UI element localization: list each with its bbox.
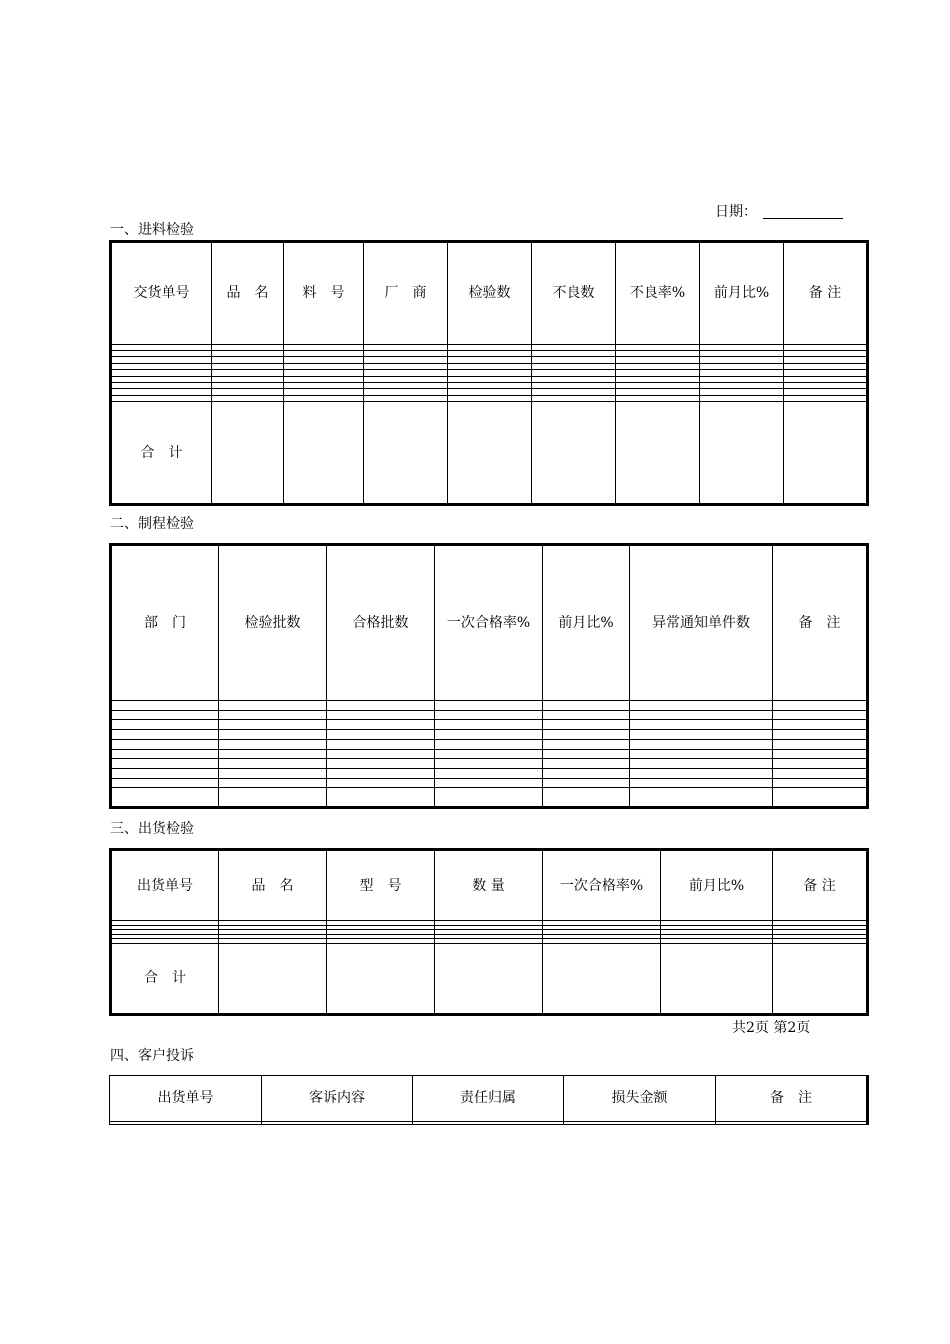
- table-row: [111, 749, 868, 759]
- table-cell[interactable]: [111, 700, 219, 710]
- column-header: 前月比%: [700, 242, 784, 345]
- table-cell[interactable]: [543, 788, 630, 808]
- table-cell[interactable]: [435, 700, 543, 710]
- total-cell[interactable]: [219, 943, 327, 1014]
- total-cell[interactable]: [661, 943, 773, 1014]
- table-cell[interactable]: [327, 759, 435, 769]
- table-cell[interactable]: [630, 768, 773, 778]
- section-title-complaints: 四、客户投诉: [110, 1048, 194, 1064]
- table-cell[interactable]: [327, 788, 435, 808]
- table-cell[interactable]: [327, 739, 435, 749]
- table-cell[interactable]: [773, 739, 868, 749]
- table-cell[interactable]: [773, 720, 868, 730]
- total-cell[interactable]: [327, 943, 435, 1014]
- date-label: 日期：: [715, 204, 757, 220]
- table-cell[interactable]: [111, 730, 219, 740]
- table-cell[interactable]: [773, 710, 868, 720]
- section-title-outgoing: 三、出货检验: [110, 821, 194, 837]
- table-cell[interactable]: [630, 730, 773, 740]
- table-cell[interactable]: [111, 768, 219, 778]
- table-header-row: [111, 850, 868, 921]
- column-header: 客诉内容: [262, 1076, 413, 1122]
- table-cell[interactable]: [630, 739, 773, 749]
- table-cell[interactable]: [219, 788, 327, 808]
- total-row: [111, 943, 868, 1014]
- table-cell[interactable]: [219, 710, 327, 720]
- date-field-line[interactable]: [763, 218, 843, 219]
- table-row: [111, 768, 868, 778]
- column-header: 损失金额: [564, 1076, 716, 1122]
- table-cell[interactable]: [630, 710, 773, 720]
- section-title-incoming: 一、进料检验: [110, 222, 194, 238]
- table-cell[interactable]: [219, 768, 327, 778]
- table-cell[interactable]: [543, 700, 630, 710]
- column-header: 前月比%: [543, 545, 630, 701]
- process-inspection-table: [109, 543, 869, 809]
- table-cell[interactable]: [435, 710, 543, 720]
- table-cell[interactable]: [413, 1121, 564, 1124]
- table-cell[interactable]: [111, 778, 219, 788]
- column-header: 一次合格率%: [543, 850, 661, 921]
- total-label: 合 计: [111, 943, 219, 1014]
- table-row: [111, 710, 868, 720]
- column-header: 出货单号: [111, 850, 219, 921]
- table-cell[interactable]: [435, 788, 543, 808]
- table-cell[interactable]: [219, 749, 327, 759]
- table-cell[interactable]: [773, 700, 868, 710]
- column-header: 备 注: [773, 545, 868, 701]
- table-cell[interactable]: [543, 768, 630, 778]
- table-header-row: [111, 545, 868, 701]
- table-cell[interactable]: [327, 749, 435, 759]
- table-cell[interactable]: [327, 720, 435, 730]
- table-cell[interactable]: [327, 710, 435, 720]
- table-header-row: [111, 242, 868, 345]
- table-row: [111, 739, 868, 749]
- table-cell[interactable]: [111, 720, 219, 730]
- table-row: [110, 1121, 868, 1124]
- column-header: 料 号: [284, 242, 364, 345]
- table-cell[interactable]: [773, 788, 868, 808]
- total-cell[interactable]: [364, 402, 448, 505]
- table-cell[interactable]: [773, 778, 868, 788]
- table-cell[interactable]: [435, 720, 543, 730]
- column-header: 前月比%: [661, 850, 773, 921]
- table-row: [111, 700, 868, 710]
- column-header: 不良数: [532, 242, 616, 345]
- table-cell[interactable]: [773, 730, 868, 740]
- table-cell[interactable]: [435, 768, 543, 778]
- section-title-process: 二、制程检验: [110, 516, 194, 532]
- column-header: 品 名: [212, 242, 284, 345]
- table-cell[interactable]: [219, 730, 327, 740]
- column-header: 数 量: [435, 850, 543, 921]
- table-cell[interactable]: [543, 778, 630, 788]
- outgoing-inspection-table: [109, 848, 869, 1016]
- table-cell[interactable]: [716, 1121, 868, 1124]
- table-cell[interactable]: [219, 700, 327, 710]
- table-cell[interactable]: [435, 749, 543, 759]
- table-cell[interactable]: [435, 778, 543, 788]
- total-cell[interactable]: [784, 402, 868, 505]
- table-cell[interactable]: [630, 778, 773, 788]
- table-cell[interactable]: [327, 730, 435, 740]
- table-row: [111, 778, 868, 788]
- column-header: 厂 商: [364, 242, 448, 345]
- table-cell[interactable]: [543, 710, 630, 720]
- table-cell[interactable]: [564, 1121, 716, 1124]
- column-header: 检验数: [448, 242, 532, 345]
- table-cell[interactable]: [543, 720, 630, 730]
- table-cell[interactable]: [219, 720, 327, 730]
- total-label: 合 计: [111, 402, 212, 505]
- table-row: [111, 759, 868, 769]
- table-row: [111, 730, 868, 740]
- table-cell[interactable]: [110, 1121, 262, 1124]
- table-cell[interactable]: [543, 759, 630, 769]
- page-info: 共2页 第2页: [732, 1020, 811, 1036]
- table-cell[interactable]: [111, 710, 219, 720]
- column-header: 交货单号: [111, 242, 212, 345]
- table-cell[interactable]: [630, 720, 773, 730]
- table-cell[interactable]: [219, 759, 327, 769]
- table-cell[interactable]: [773, 759, 868, 769]
- table-cell[interactable]: [111, 749, 219, 759]
- table-row: [111, 788, 868, 808]
- column-header: 型 号: [327, 850, 435, 921]
- column-header: 备 注: [784, 242, 868, 345]
- total-cell[interactable]: [448, 402, 532, 505]
- incoming-inspection-table: [109, 240, 869, 506]
- table-cell[interactable]: [435, 759, 543, 769]
- column-header: 部 门: [111, 545, 219, 701]
- table-cell[interactable]: [327, 700, 435, 710]
- table-cell[interactable]: [543, 730, 630, 740]
- total-cell[interactable]: [212, 402, 284, 505]
- total-cell[interactable]: [435, 943, 543, 1014]
- table-cell[interactable]: [219, 739, 327, 749]
- table-cell[interactable]: [543, 749, 630, 759]
- table-header-row: [110, 1076, 868, 1122]
- table-cell[interactable]: [111, 759, 219, 769]
- table-cell[interactable]: [630, 700, 773, 710]
- total-cell[interactable]: [773, 943, 868, 1014]
- total-cell[interactable]: [700, 402, 784, 505]
- table-cell[interactable]: [327, 778, 435, 788]
- column-header: 异常通知单件数: [630, 545, 773, 701]
- table-cell[interactable]: [435, 739, 543, 749]
- table-row: [111, 720, 868, 730]
- table-cell[interactable]: [111, 739, 219, 749]
- column-header: 一次合格率%: [435, 545, 543, 701]
- column-header: 品 名: [219, 850, 327, 921]
- column-header: 不良率%: [616, 242, 700, 345]
- table-cell[interactable]: [219, 778, 327, 788]
- column-header: 责任归属: [413, 1076, 564, 1122]
- table-cell[interactable]: [262, 1121, 413, 1124]
- total-cell[interactable]: [616, 402, 700, 505]
- total-row: [111, 402, 868, 505]
- table-cell[interactable]: [630, 788, 773, 808]
- table-cell[interactable]: [435, 730, 543, 740]
- column-header: 出货单号: [110, 1076, 262, 1122]
- table-cell[interactable]: [327, 768, 435, 778]
- total-cell[interactable]: [543, 943, 661, 1014]
- table-cell[interactable]: [543, 739, 630, 749]
- customer-complaints-table: [109, 1075, 869, 1125]
- total-cell[interactable]: [284, 402, 364, 505]
- table-cell[interactable]: [630, 759, 773, 769]
- table-cell[interactable]: [773, 749, 868, 759]
- total-cell[interactable]: [532, 402, 616, 505]
- table-cell[interactable]: [773, 768, 868, 778]
- column-header: 备 注: [773, 850, 868, 921]
- table-cell[interactable]: [111, 788, 219, 808]
- column-header: 合格批数: [327, 545, 435, 701]
- column-header: 备 注: [716, 1076, 868, 1122]
- column-header: 检验批数: [219, 545, 327, 701]
- table-cell[interactable]: [630, 749, 773, 759]
